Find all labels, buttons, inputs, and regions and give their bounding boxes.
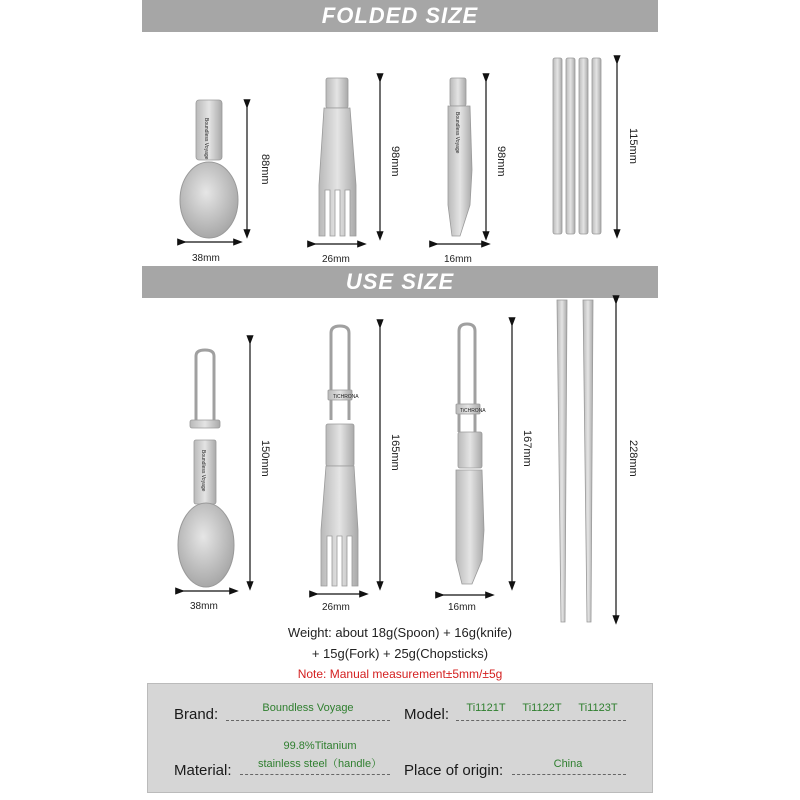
model-value-2: Ti1122T bbox=[522, 702, 562, 714]
folded-spoon-length: 88mm bbox=[259, 154, 271, 185]
use-size-banner: USE SIZE bbox=[142, 266, 658, 298]
spec-panel bbox=[147, 683, 653, 793]
folded-spoon-width: 38mm bbox=[192, 253, 220, 264]
use-chopsticks bbox=[557, 300, 593, 622]
origin-label: Place of origin: bbox=[404, 762, 504, 779]
origin-value: China bbox=[553, 758, 583, 770]
brand-label: Brand: bbox=[174, 706, 219, 723]
folded-spoon bbox=[180, 100, 238, 238]
folded-size-banner: FOLDED SIZE bbox=[142, 0, 658, 32]
folded-knife bbox=[448, 78, 472, 236]
material-underline bbox=[240, 774, 390, 775]
use-spoon-engraving: Boundless Voyage bbox=[200, 450, 206, 492]
brand-underline bbox=[226, 720, 390, 721]
folded-fork bbox=[319, 78, 356, 236]
model-value-3: Ti1123T bbox=[578, 702, 618, 714]
material-value-2: stainless steel（handle） bbox=[257, 758, 383, 770]
model-value-1: Ti1121T bbox=[466, 702, 506, 714]
model-underline bbox=[456, 720, 626, 721]
model-label: Model: bbox=[404, 706, 450, 723]
folded-knife-width: 16mm bbox=[444, 254, 472, 265]
use-spoon-width: 38mm bbox=[190, 601, 218, 612]
folded-fork-length: 98mm bbox=[389, 146, 401, 177]
use-knife-width: 16mm bbox=[448, 602, 476, 613]
use-fork-lock-mark: TiCHRONA bbox=[333, 394, 359, 400]
weight-line-2: + 15g(Fork) + 25g(Chopsticks) bbox=[311, 646, 489, 661]
use-knife-lock-mark: TiCHRONA bbox=[460, 408, 486, 414]
use-spoon-length: 150mm bbox=[259, 440, 271, 477]
use-knife bbox=[456, 324, 486, 584]
use-knife-length: 167mm bbox=[521, 430, 533, 467]
use-fork-width: 26mm bbox=[322, 602, 350, 613]
folded-knife-length: 98mm bbox=[495, 146, 507, 177]
folded-chopsticks-length: 115mm bbox=[627, 128, 639, 164]
origin-underline bbox=[512, 774, 626, 775]
folded-knife-engraving: Boundless Voyage bbox=[454, 112, 460, 154]
brand-value: Boundless Voyage bbox=[262, 702, 354, 714]
use-chopsticks-length: 228mm bbox=[627, 440, 639, 477]
use-spoon bbox=[178, 350, 234, 587]
weight-line-1: Weight: about 18g(Spoon) + 16g(knife) bbox=[287, 625, 513, 640]
folded-fork-width: 26mm bbox=[322, 254, 350, 265]
folded-chopsticks bbox=[553, 58, 601, 234]
measurement-note: Note: Manual measurement±5mm/±5g bbox=[297, 667, 503, 681]
material-label: Material: bbox=[174, 762, 232, 779]
use-fork-length: 165mm bbox=[389, 434, 401, 471]
use-fork bbox=[321, 326, 359, 586]
material-value-1: 99.8%Titanium bbox=[283, 740, 357, 752]
folded-spoon-engraving: Boundless Voyage bbox=[203, 118, 209, 160]
